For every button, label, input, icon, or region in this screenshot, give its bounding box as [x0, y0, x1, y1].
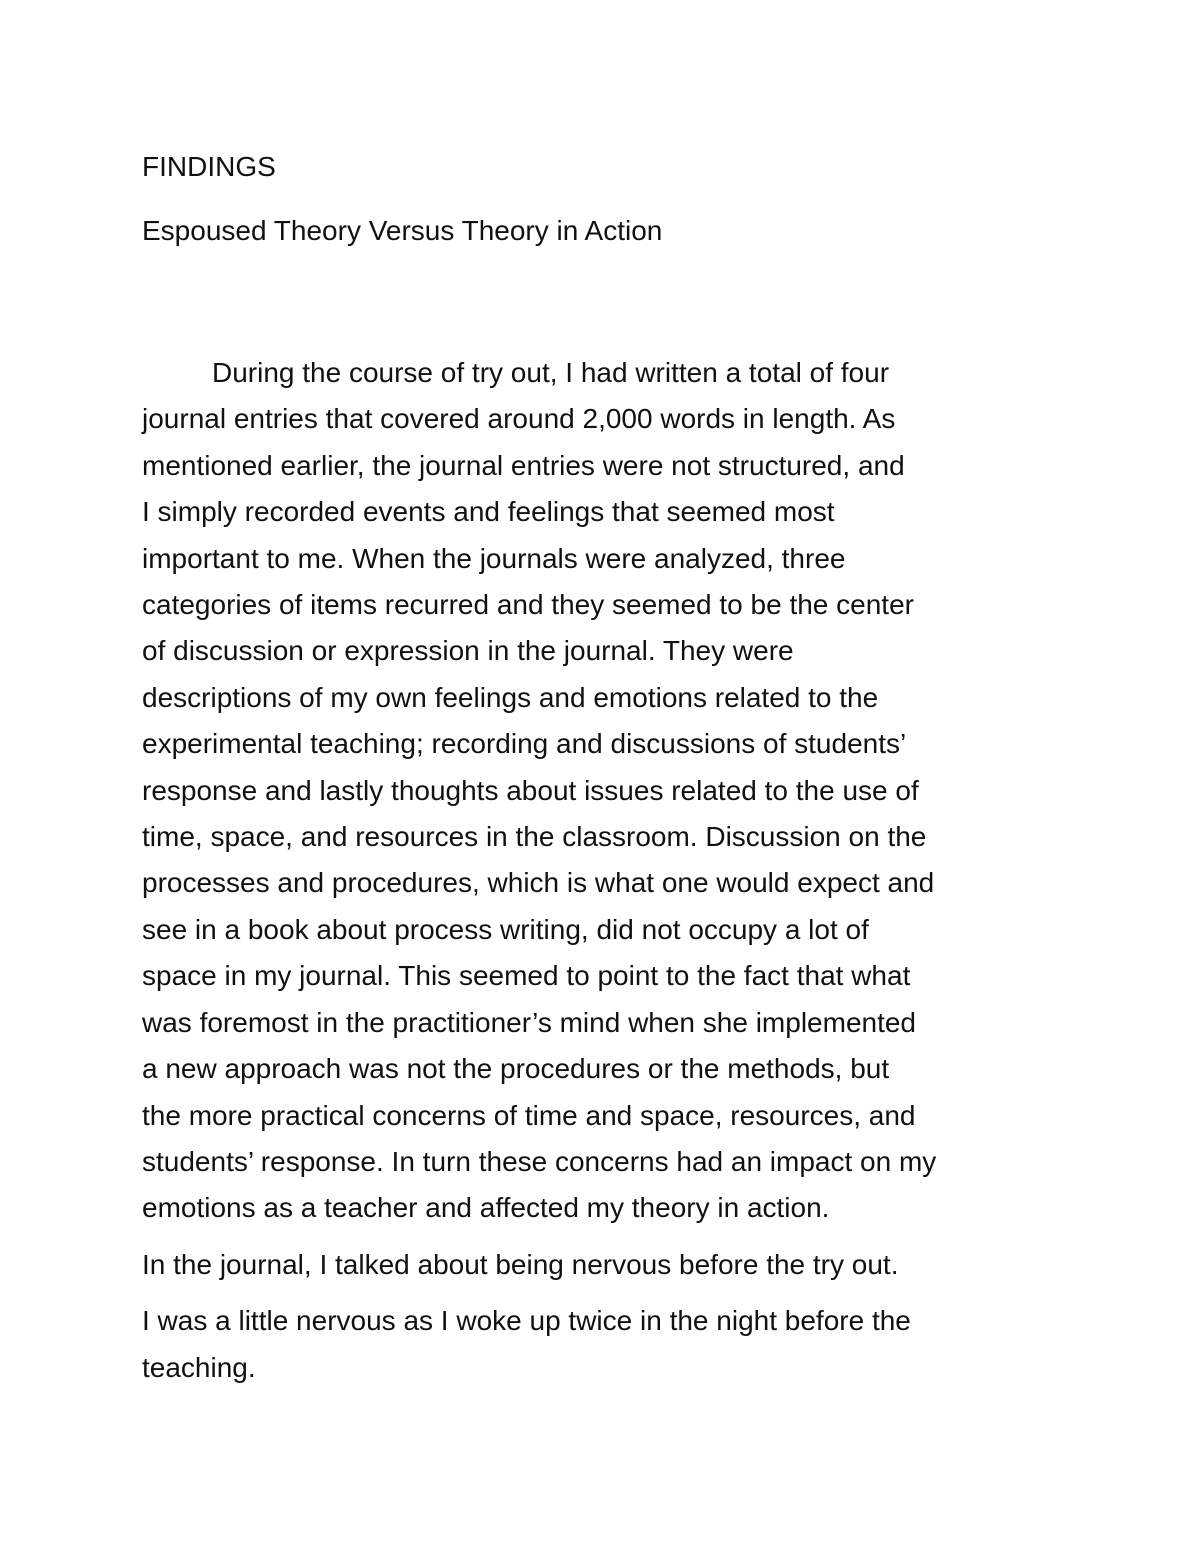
paragraph-quote — [142, 1298, 1072, 1391]
paragraph-line: processes and procedures, which is what one would expect and — [142, 867, 935, 899]
paragraph-line: During the course of try out, I had written a total of four — [212, 357, 890, 388]
section-heading: FINDINGS — [142, 151, 276, 182]
paragraph-line: a new approach was not the procedures or the methods, but — [142, 1053, 890, 1085]
paragraph-line: response and lastly thoughts about issues related to the use of — [142, 774, 919, 806]
paragraph-line: students’ response. In turn these concerns had an impact on my — [142, 1145, 937, 1177]
paragraph-line: teaching. — [142, 1351, 256, 1383]
paragraph-line: I was a little nervous as I woke up twice in the night before the — [142, 1305, 911, 1337]
paragraph-line: see in a book about process writing, did not occupy a lot of — [142, 913, 869, 945]
paragraph-line: emotions as a teacher and affected my theory in action. — [142, 1192, 830, 1224]
paragraph-findings — [142, 350, 1072, 1232]
paragraph-line: I simply recorded events and feelings that seemed most — [142, 496, 835, 528]
paragraph-line: time, space, and resources in the classroom. Discussion on the — [142, 821, 927, 853]
paragraph-line: space in my journal. This seemed to point to the fact that what — [142, 960, 911, 992]
paragraph-line: of discussion or expression in the journal. They were — [142, 635, 794, 667]
paragraph-line: important to me. When the journals were analyzed, three — [142, 542, 846, 574]
section-subheading: Espoused Theory Versus Theory in Action — [142, 215, 663, 246]
paragraph-line: categories of items recurred and they seemed to be the center — [142, 589, 914, 621]
paragraph-line: experimental teaching; recording and discussions of students’ — [142, 728, 907, 760]
paragraph-line: the more practical concerns of time and space, resources, and — [142, 1099, 916, 1131]
paragraph-line: In the journal, I talked about being nervous before the try out. — [142, 1248, 899, 1280]
paragraph-line: descriptions of my own feelings and emotions related to the — [142, 681, 879, 713]
document-body — [142, 144, 1072, 1391]
paragraph-line: journal entries that covered around 2,000 words in length. As — [142, 403, 896, 435]
paragraph-journal-note — [142, 1242, 1072, 1288]
paragraph-line: mentioned earlier, the journal entries were not structured, and — [142, 449, 905, 481]
paragraph-line: was foremost in the practitioner’s mind when she implemented — [142, 1006, 917, 1038]
